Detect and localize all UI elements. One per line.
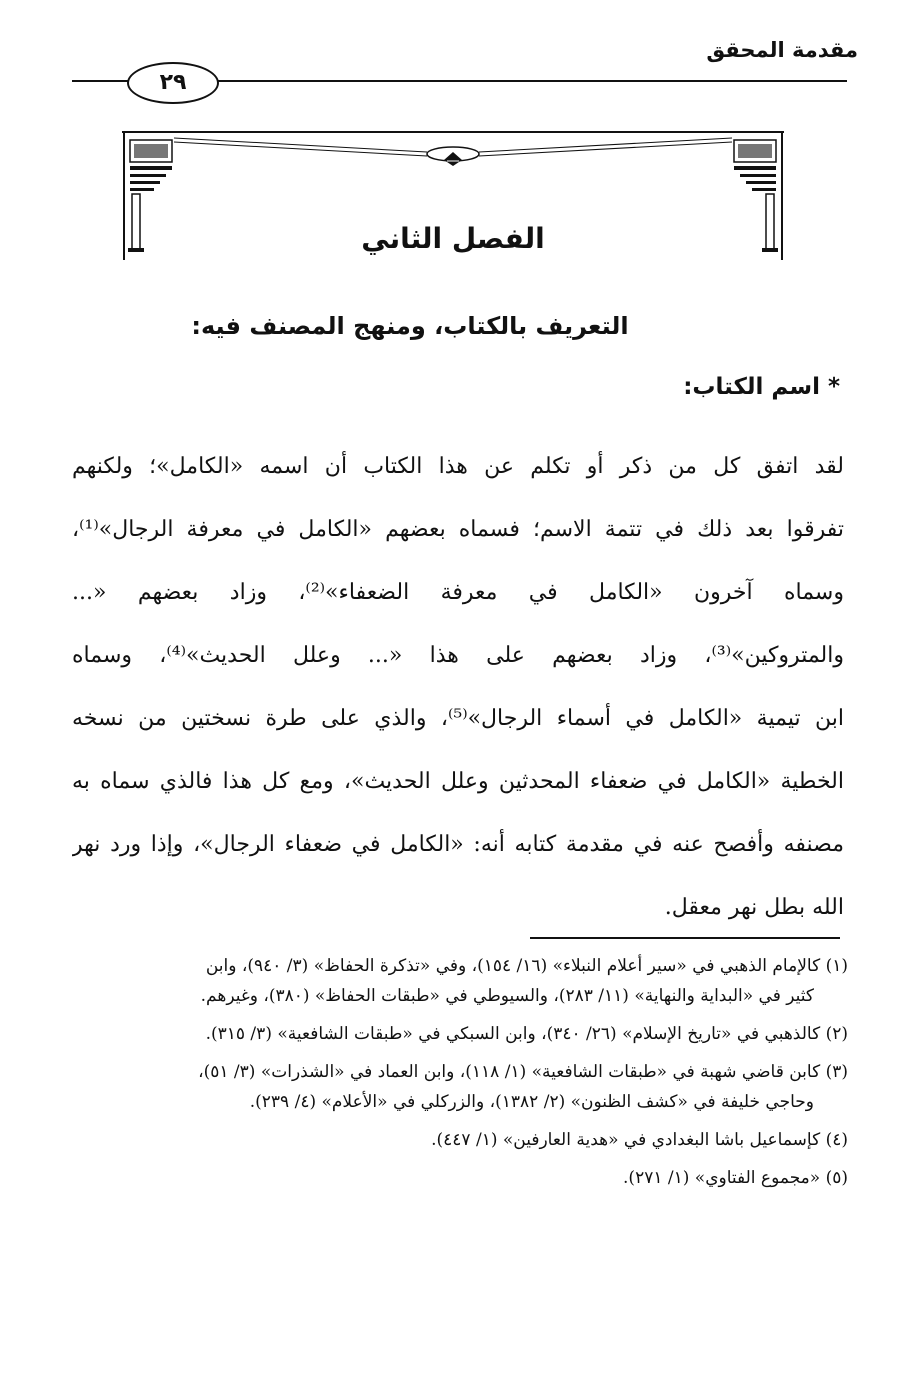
footnote-2: (٢) كالذهبي في «تاريخ الإسلام» (٢٦/ ٣٤٠)، وابن السبكي في «طبقات الشافعية» (٣/ ٣١٥).	[205, 1024, 848, 1044]
body-text	[72, 446, 844, 950]
body-line: وسماه آخرون «الكامل في معرفة الضعفاء»⁽²⁾، وزاد بعضهم «...	[72, 580, 844, 605]
footnote-3-cont: وحاجي خليفة في «كشف الظنون» (٢/ ١٣٨٢)، والزركلي في «الأعلام» (٤/ ٢٣٩).	[249, 1092, 814, 1112]
running-title: مقدمة المحقق	[706, 38, 858, 62]
body-line: والمتروكين»⁽³⁾، وزاد بعضهم على هذا «... وعلل الحديث»⁽⁴⁾، وسماه	[72, 643, 844, 668]
footnote-1-cont: كثير في «البداية والنهاية» (١١/ ٢٨٣)، والسيوطي في «طبقات الحفاظ» (٣٨٠)، وغيرهم.	[200, 986, 814, 1006]
footnote-3: (٣) كابن قاضي شهبة في «طبقات الشافعية» (١/ ١١٨)، وابن العماد في «الشذرات» (٣/ ٥١)،	[198, 1062, 848, 1082]
section-heading: التعريف بالكتاب، ومنهج المصنف فيه:	[191, 312, 629, 340]
footnotes	[72, 952, 848, 1194]
footnote-4: (٤) كإسماعيل باشا البغدادي في «هدية العارفين» (١/ ٤٤٧).	[431, 1130, 848, 1150]
body-line: الخطية «الكامل في ضعفاء المحدثين وعلل الحديث»، ومع كل هذا فالذي سماه به	[72, 769, 844, 794]
body-line: لقد اتفق كل من ذكر أو تكلم عن هذا الكتاب أن اسمه «الكامل»؛ ولكنهم	[72, 454, 844, 479]
footnote-rule	[530, 937, 840, 939]
footnote-1: (١) كالإمام الذهبي في «سير أعلام النبلاء» (١٦/ ١٥٤)، وفي «تذكرة الحفاظ» (٣/ ٩٤٠)، وابن	[205, 956, 848, 976]
footnote-5: (٥) «مجموع الفتاوي» (١/ ٢٧١).	[623, 1168, 848, 1188]
body-line: مصنفه وأفصح عنه في مقدمة كتابه أنه: «الكامل في ضعفاء الرجال»، وإذا ورد نهر	[72, 832, 844, 857]
subheading: * اسم الكتاب:	[683, 374, 840, 400]
chapter-title: الفصل الثاني	[361, 222, 545, 255]
body-line: الله بطل نهر معقل.	[664, 895, 844, 920]
body-line: تفرقوا بعد ذلك في تتمة الاسم؛ فسماه بعضهم «الكامل في معرفة الرجال»⁽¹⁾،	[72, 517, 844, 542]
page-number: ٢٩	[127, 62, 219, 104]
body-line: ابن تيمية «الكامل في أسماء الرجال»⁽⁵⁾، والذي على طرة نسختين من نسخه	[72, 706, 844, 731]
